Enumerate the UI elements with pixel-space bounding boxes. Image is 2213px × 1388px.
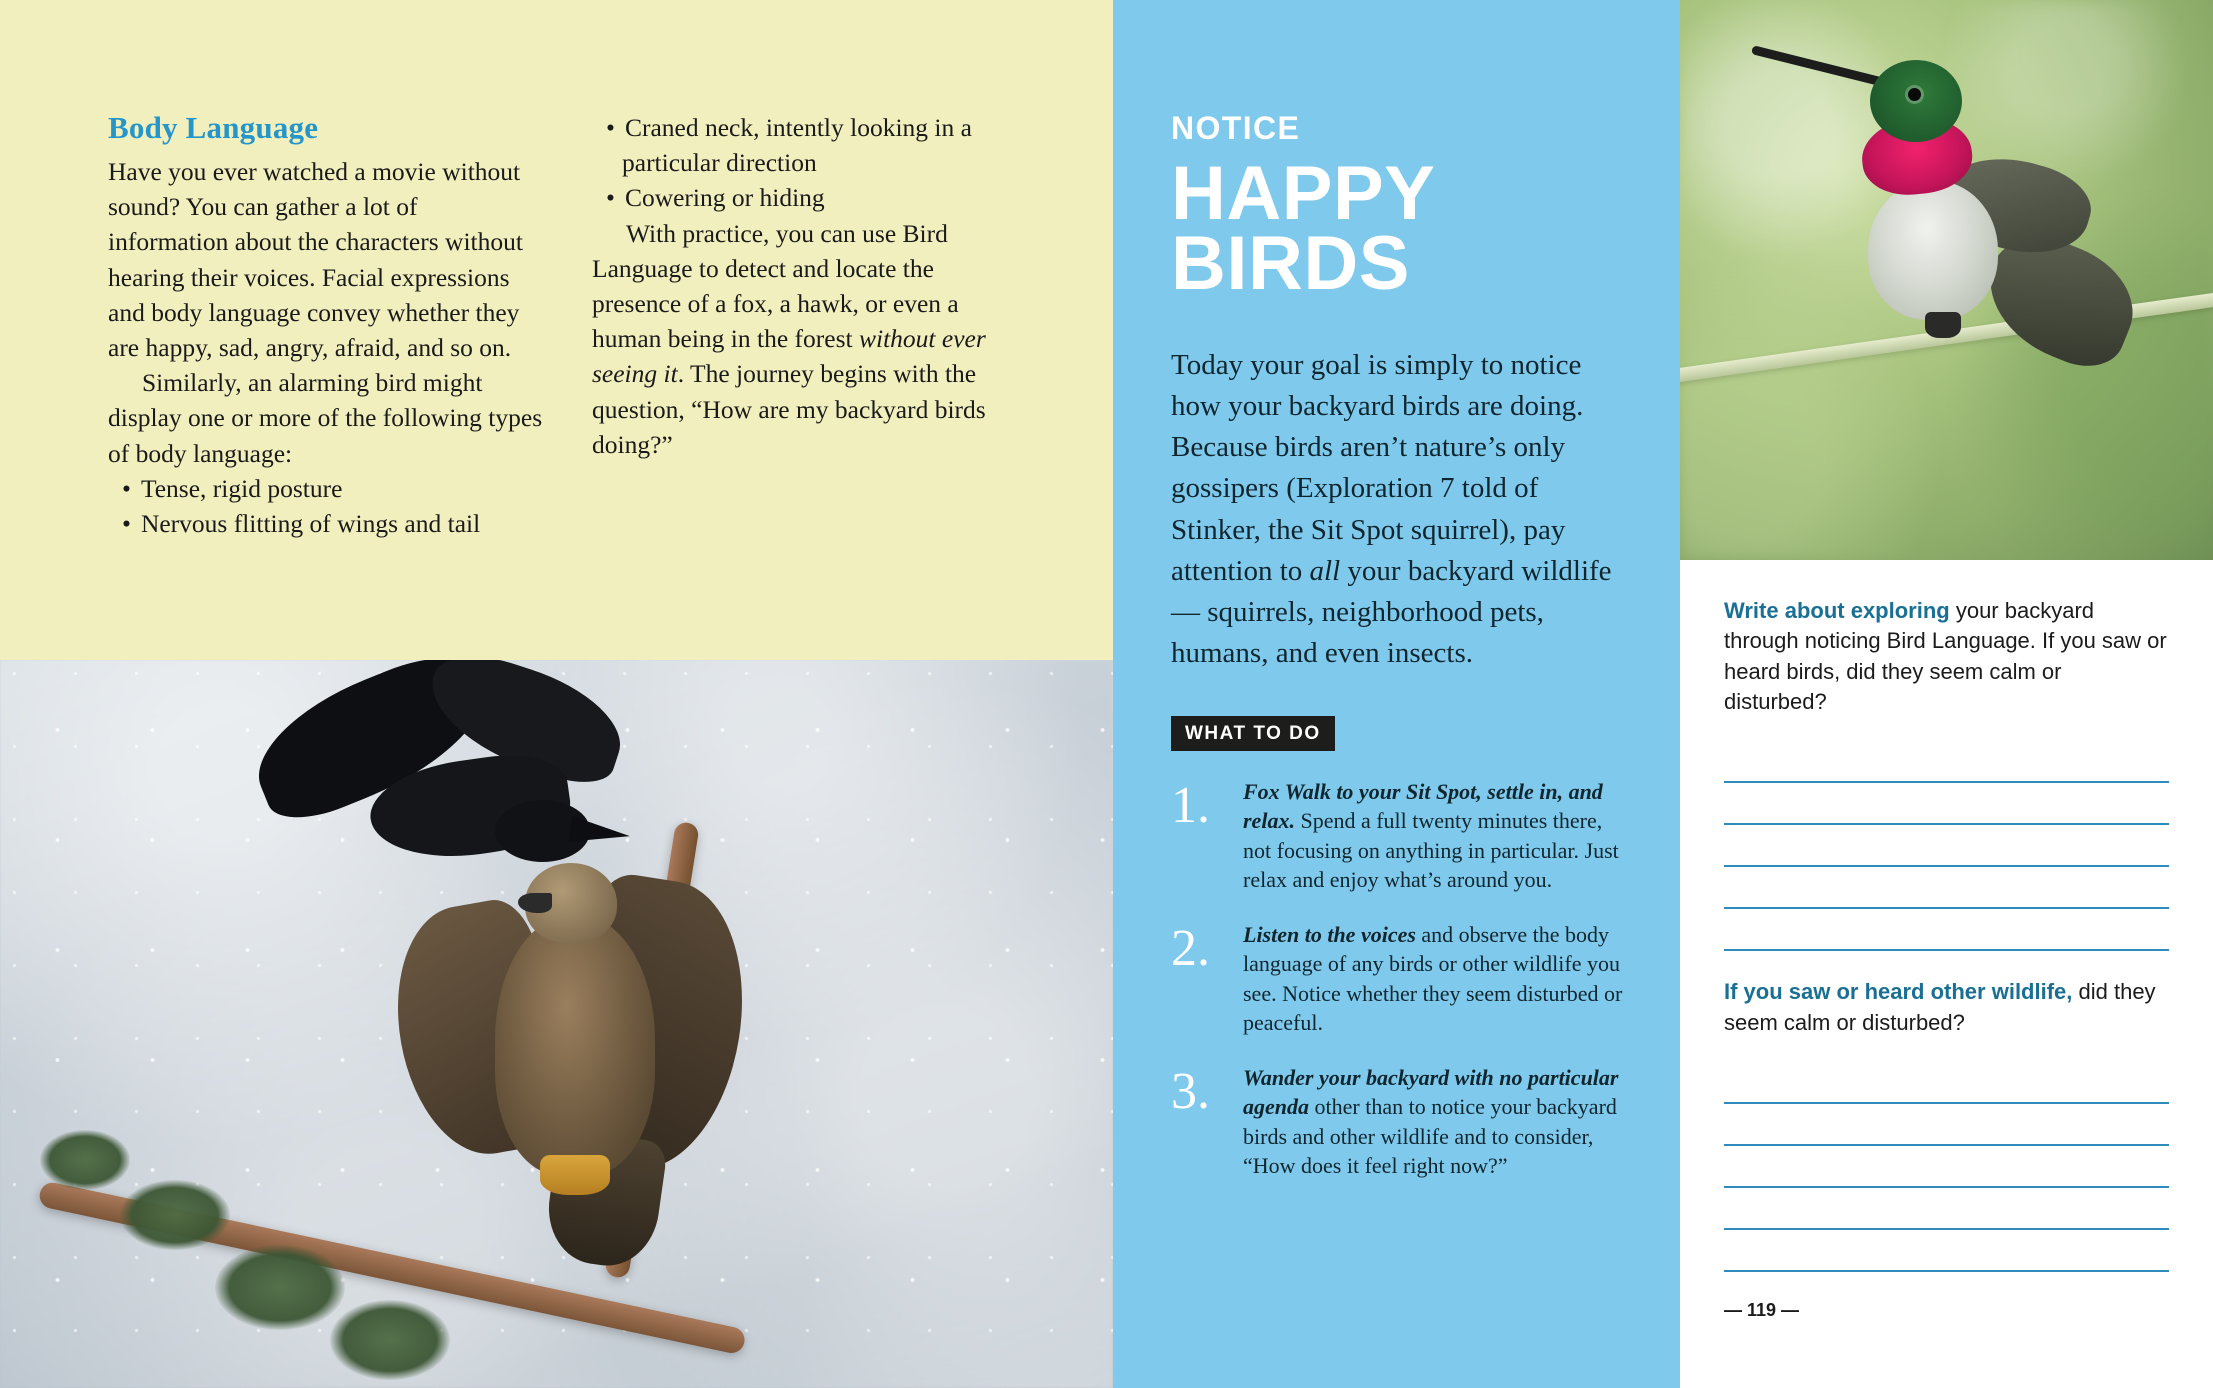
writing-line[interactable] [1724, 741, 2169, 783]
prompt-2-bold: If you saw or heard other wildlife, [1724, 979, 2073, 1005]
page-title: HAPPY BIRDS [1171, 151, 1434, 306]
paragraph-body-language-intro: Have you ever watched a movie without sound? You can gather a lot of information about the characters without hearing their voices. Facial expressions and body language convey whether they are happy, sad, angry, afraid, and so on. [108, 157, 523, 362]
two-column-text [108, 110, 1028, 541]
intro-paragraph [1171, 345, 1629, 674]
writing-prompt-1 [1724, 596, 2169, 717]
eagle-beak [518, 893, 552, 913]
writing-line[interactable] [1724, 825, 2169, 867]
writing-line[interactable] [1724, 909, 2169, 951]
writing-prompt-2 [1724, 977, 2169, 1038]
step-bold-text: Wander your backyard with no particular agenda [1243, 1065, 1619, 1120]
writing-lines-group-1[interactable] [1724, 741, 2169, 951]
prompt-1-rest: your backyard through noticing Bird Language. If you saw or heard birds, did they seem calm or disturbed? [1724, 598, 2167, 715]
step-body-text: and observe the body language of any birds or other wildlife you see. Notice whether they seem disturbed or peaceful. [1243, 922, 1623, 1035]
writing-line[interactable] [1724, 1104, 2169, 1146]
hummingbird-bill [1751, 45, 1889, 88]
step-item-1 [1171, 777, 1629, 894]
intro-text-post: your backyard wildlife — squirrels, neighborhood pets, humans, and even insects. [1171, 554, 1612, 670]
left-column-two [592, 110, 1028, 541]
kicker-label: NOTICE [1171, 110, 1301, 146]
practice-text-italic: without ever seeing it [592, 324, 986, 389]
paragraph-alarming-bird: Similarly, an alarming bird might display one or more of the following types of body language: [108, 368, 543, 468]
list-item: • Craned neck, intently looking in a particular direction [592, 110, 1028, 180]
writing-line[interactable] [1724, 1146, 2169, 1188]
step-item-3 [1171, 1063, 1629, 1180]
pine-needles [215, 1245, 345, 1330]
eagle-talons [540, 1155, 610, 1195]
bullet-list-col1 [108, 471, 544, 541]
pine-needles [330, 1300, 450, 1380]
writing-line[interactable] [1724, 867, 2169, 909]
photo-hummingbird [1680, 0, 2213, 560]
hummingbird-breast [1868, 180, 1998, 320]
prompt-1-bold: Write about exploring [1724, 598, 1950, 623]
middle-page [1113, 0, 1680, 1388]
bullet-list-col2 [592, 110, 1028, 216]
hummingbird-bird [1750, 30, 2170, 410]
eagle-bird [400, 835, 760, 1255]
list-item: • Nervous flitting of wings and tail [108, 506, 544, 541]
what-to-do-badge: WHAT TO DO [1171, 716, 1335, 751]
list-item: • Cowering or hiding [592, 180, 1028, 215]
writing-line[interactable] [1724, 1062, 2169, 1104]
step-item-2 [1171, 920, 1629, 1037]
step-body-text: Spend a full twenty minutes there, not focusing on anything in particular. Just relax and enjoy what’s around you. [1243, 808, 1619, 892]
prompt-2-rest: did they seem calm or disturbed? [1724, 979, 2156, 1035]
practice-text-pre: With practice, you can use Bird Language to detect and locate the presence of a fox, a hawk, or even a human being in the forest [592, 218, 959, 354]
step-number: 3. [1171, 1063, 1210, 1121]
left-column-one [108, 110, 544, 541]
list-item: • Tense, rigid posture [108, 471, 544, 506]
hummingbird-feet [1925, 312, 1961, 338]
writing-line[interactable] [1724, 783, 2169, 825]
step-bold-text: Fox Walk to your Sit Spot, settle in, and relax. [1243, 779, 1603, 834]
step-body-text: other than to notice your backyard birds and other wildlife and to consider, “How does it feel right now?” [1243, 1094, 1617, 1178]
intro-text-italic: all [1309, 554, 1341, 587]
hummingbird-eye [1908, 88, 1921, 101]
practice-text-post: . The journey begins with the question, “How are my backyard birds doing?” [592, 359, 986, 459]
section-heading: Body Language [108, 110, 319, 145]
paragraph-with-practice [592, 216, 1028, 462]
pine-needles [40, 1130, 130, 1190]
right-page [1680, 0, 2213, 1388]
step-number: 1. [1171, 777, 1210, 835]
writing-lines-group-2[interactable] [1724, 1062, 2169, 1272]
left-text-area [0, 0, 1113, 660]
hummingbird-head [1870, 60, 1962, 142]
writing-line[interactable] [1724, 1188, 2169, 1230]
eagle-torso [495, 915, 655, 1175]
pine-needles [120, 1180, 230, 1250]
middle-content [1171, 0, 1629, 1180]
intro-text-pre: Today your goal is simply to notice how your backyard birds are doing. Because birds aren’t nature’s only gossipers (Exploration 7 told of Stinker, the Sit Spot squirrel), pay attention to [1171, 348, 1584, 587]
journal-area [1680, 560, 2213, 1321]
step-number: 2. [1171, 920, 1210, 978]
writing-line[interactable] [1724, 1230, 2169, 1272]
step-bold-text: Listen to the voices [1243, 922, 1416, 948]
photo-raven-and-eagle [0, 660, 1113, 1388]
page-number: — 119 — [1724, 1300, 1800, 1321]
